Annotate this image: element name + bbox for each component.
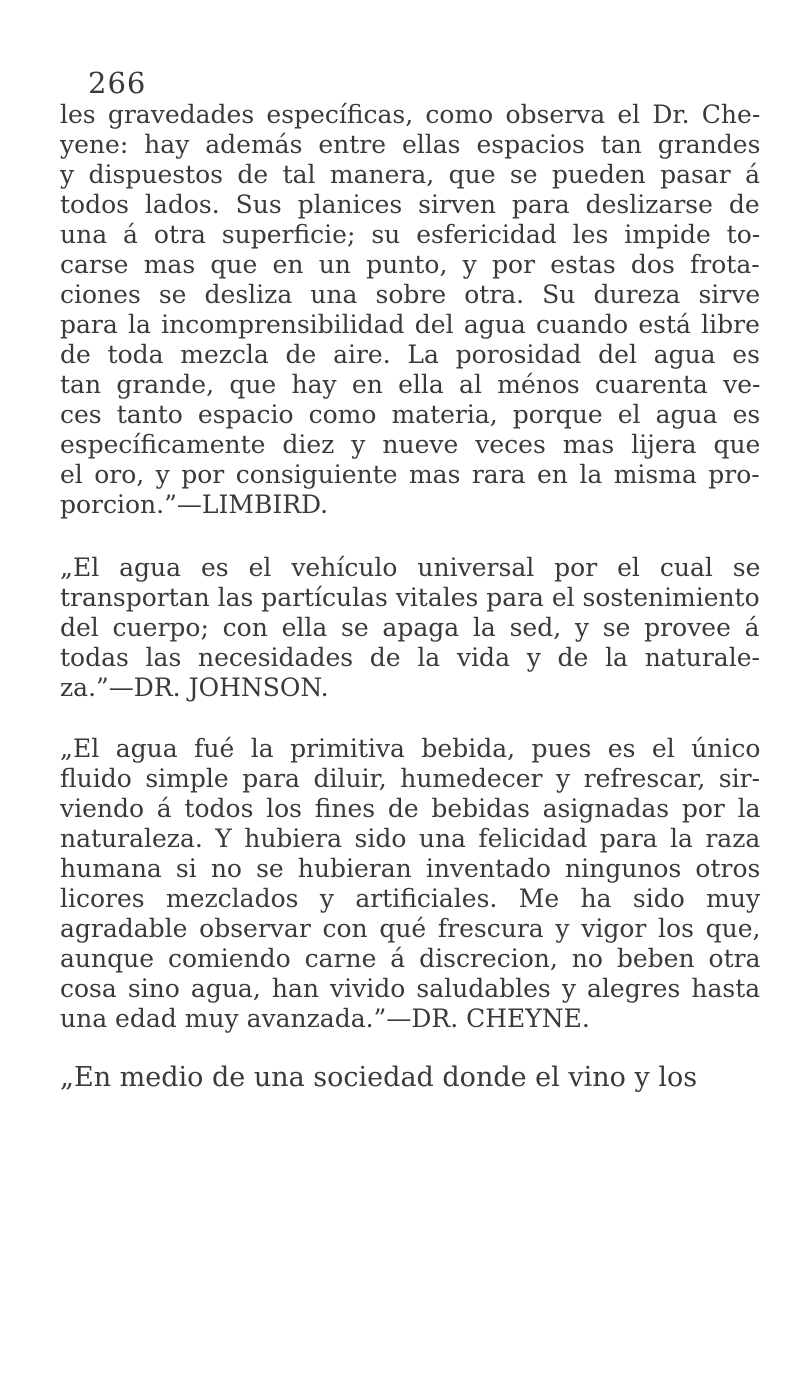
text-line: de toda mezcla de aire. La porosidad del agua es xyxy=(60,340,760,369)
text-line: todas las necesidades de la vida y de la naturale- xyxy=(60,643,760,672)
text-line: viendo á todos los fines de bebidas asignadas por la xyxy=(60,794,761,823)
text-line: cosa sino agua, han vivido saludables y alegres hasta xyxy=(60,974,761,1003)
text-line: para la incomprensibilidad del agua cuando está libre xyxy=(60,310,760,339)
text-line: „El agua fué la primitiva bebida, pues es el único xyxy=(60,734,761,763)
text-line: una á otra superficie; su esfericidad les impide to- xyxy=(60,220,761,249)
text-line: ciones se desliza una sobre otra. Su dureza sirve xyxy=(60,280,761,309)
text-line: fluido simple para diluir, humedecer y refrescar, sir- xyxy=(60,764,761,793)
text-line: el oro, y por consiguiente mas rara en la misma pro- xyxy=(60,460,760,489)
text-line: y dispuestos de tal manera, que se pueden pasar á xyxy=(60,160,761,189)
text-line: específicamente diez y nueve veces mas lijera que xyxy=(60,430,761,459)
text-line: del cuerpo; con ella se apaga la sed, y se provee á xyxy=(60,613,760,642)
text-line: carse mas que en un punto, y por estas dos frota- xyxy=(60,250,760,279)
text-line: za.”—DR. JOHNSON. xyxy=(60,673,329,702)
text-line: les gravedades específicas, como observa el Dr. Che- xyxy=(60,100,761,129)
text-line: agradable observar con qué frescura y vigor los que, xyxy=(60,914,761,943)
text-line: humana si no se hubieran inventado ningunos otros xyxy=(60,854,761,883)
text-line: tan grande, que hay en ella al ménos cuarenta ve- xyxy=(60,370,761,399)
text-line: yene: hay además entre ellas espacios tan grandes xyxy=(60,130,761,159)
text-line: „En medio de una sociedad donde el vino y los xyxy=(60,1062,698,1093)
text-line: ces tanto espacio como materia, porque el agua es xyxy=(60,400,761,429)
text-line: porcion.”—LIMBIRD. xyxy=(60,490,329,519)
text-line: transportan las partículas vitales para el sostenimiento xyxy=(60,583,760,612)
text-line: todos lados. Sus planices sirven para deslizarse de xyxy=(60,190,760,219)
text-line: licores mezclados y artificiales. Me ha sido muy xyxy=(60,884,761,913)
text-line: aunque comiendo carne á discrecion, no beben otra xyxy=(60,944,761,973)
page-number: 266 xyxy=(88,66,147,100)
text-line: naturaleza. Y hubiera sido una felicidad para la raza xyxy=(60,824,761,853)
text-line: „El agua es el vehículo universal por el cual se xyxy=(60,553,761,582)
text-line: una edad muy avanzada.”—DR. CHEYNE. xyxy=(60,1004,590,1033)
